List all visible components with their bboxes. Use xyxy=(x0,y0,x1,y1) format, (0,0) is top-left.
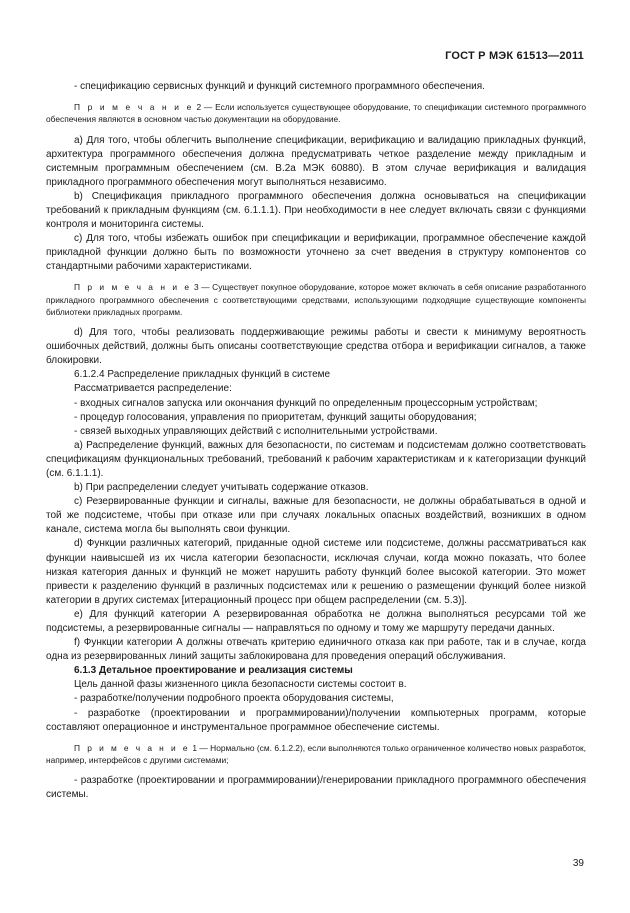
body-paragraph: Цель данной фазы жизненного цикла безопасности системы состоит в. xyxy=(74,679,407,691)
note-label: П р и м е ч а н и е xyxy=(74,742,190,753)
note-paragraph xyxy=(46,281,586,318)
body-paragraph: - разработке (проектировании и программировании)/генерировании прикладного программного обеспечения системы. xyxy=(46,775,586,801)
note-paragraph xyxy=(46,742,586,766)
body-paragraph: - процедур голосования, управления по приоритетам, функций защиты оборудования; xyxy=(74,411,477,423)
body-paragraph: d) Для того, чтобы реализовать поддерживающие режимы работы и свести к минимуму вероятность ошибочных действий, должны быть описаны соответствующие средства отбора и верификации сигналов, а также блокировки. xyxy=(46,327,586,367)
body-paragraph: - спецификацию сервисных функций и функций системного программного обеспечения. xyxy=(74,81,485,92)
body-paragraph: b) При распределении следует учитывать содержание отказов. xyxy=(74,482,369,494)
body-paragraph: c) Для того, чтобы избежать ошибок при спецификации и верификации, программное обеспечение каждой прикладной функции должно быть по возможности уточнено за счет введения в структуру компонентов со стандартными рабочими характеристиками. xyxy=(46,233,586,273)
section-heading: 6.1.3 Детальное проектирование и реализация системы xyxy=(74,665,353,677)
body-paragraph: - связей выходных управляющих действий с исполнительными устройствами. xyxy=(74,425,438,437)
body-paragraph: - разработке/получении подробного проекта оборудования системы, xyxy=(74,693,394,705)
body-paragraph: - входных сигналов запуска или окончания функций по определенным процессорным устройствам; xyxy=(74,397,538,409)
body-paragraph: c) Резервированные функции и сигналы, важные для безопасности, не должны обрабатываться в одной и той же подсистеме, чтобы при отказе или при случаях локальных опасных воздействий, возникших в одном канале, система могла бы выполнять свои функции. xyxy=(46,496,586,536)
note-label: П р и м е ч а н и е xyxy=(74,102,194,113)
page-number: 39 xyxy=(572,858,584,869)
note-text: 3 — Существует покупное оборудование, которое может включать в себя описание разработанного прикладного программного обеспечения с соответствующими средствами, использующими подходящие существующие компоненты библиотеки прикладных программ. xyxy=(46,282,587,317)
note-text: 2 — Если используется существующее оборудование, то спецификации системного программного обеспечения являются в основном частью документации на оборудование. xyxy=(46,102,586,125)
body-paragraph: e) Для функций категории А резервированная обработка не должна выполняться ресурсами той же подсистемы, а резервированные сигналы — направляться по одному и тому же маршруту передачи данных. xyxy=(46,608,586,635)
note-paragraph xyxy=(46,101,586,125)
note-text: 1 — Нормально (см. 6.1.2.2), если выполняются только ограниченное количество новых разработок, например, интерфейсов с другими системами; xyxy=(46,742,587,765)
document-body xyxy=(46,80,586,802)
body-paragraph: а) Распределение функций, важных для безопасности, по системам и подсистемам должно соответствовать спецификациям функциональных требований, требований к рабочим характеристикам и к категоризации функций (см. 6.1.1.1). xyxy=(46,439,586,479)
body-paragraph: а) Для того, чтобы облегчить выполнение спецификации, верификацию и валидацию прикладных функций, архитектура программного обеспечения должна предусматривать четкое разделение между прикладным и системным программным обеспечением (см. В.2а МЭК 60880). В этом случае верификация и валидация прикладного программного обеспечения могут выполняться независимо. xyxy=(46,134,586,188)
body-paragraph: f) Функции категории А должны отвечать критерию единичного отказа как при работе, так и в случае, когда одна из резервированных линий защиты заблокирована для проведения операций обслуживания. xyxy=(46,637,586,663)
body-paragraph: b) Спецификация прикладного программного обеспечения должна основываться на спецификации требований к прикладным функциям (см. 6.1.1.1). При необходимости в нее следует включать связи с функциями контроля и мониторинга системы. xyxy=(46,190,586,231)
note-label: П р и м е ч а н и е xyxy=(74,282,192,293)
body-paragraph: Рассматривается распределение: xyxy=(74,383,232,395)
body-paragraph: - разработке (проектировании и программировании)/получении компьютерных программ, которые составляют операционное и инструментальное программное обеспечение системы. xyxy=(46,707,586,733)
standard-header: ГОСТ Р МЭК 61513—2011 xyxy=(445,50,584,62)
body-paragraph: d) Функции различных категорий, приданные одной системе или подсистеме, должны рассматриваться как функции наивысшей из их числа категории безопасности, исключая случаи, когда можно показать, что более низкая категория данных и функций не может нарушить работу функций более высокой категории. Это может привести к разделению функций в различных подсистемах или к решению о размещении функций более низкой категории в других системах [итерационный процесс при общем распределении (см. 5.3)]. xyxy=(46,538,586,606)
body-paragraph: 6.1.2.4 Распределение прикладных функций в системе xyxy=(74,369,331,381)
